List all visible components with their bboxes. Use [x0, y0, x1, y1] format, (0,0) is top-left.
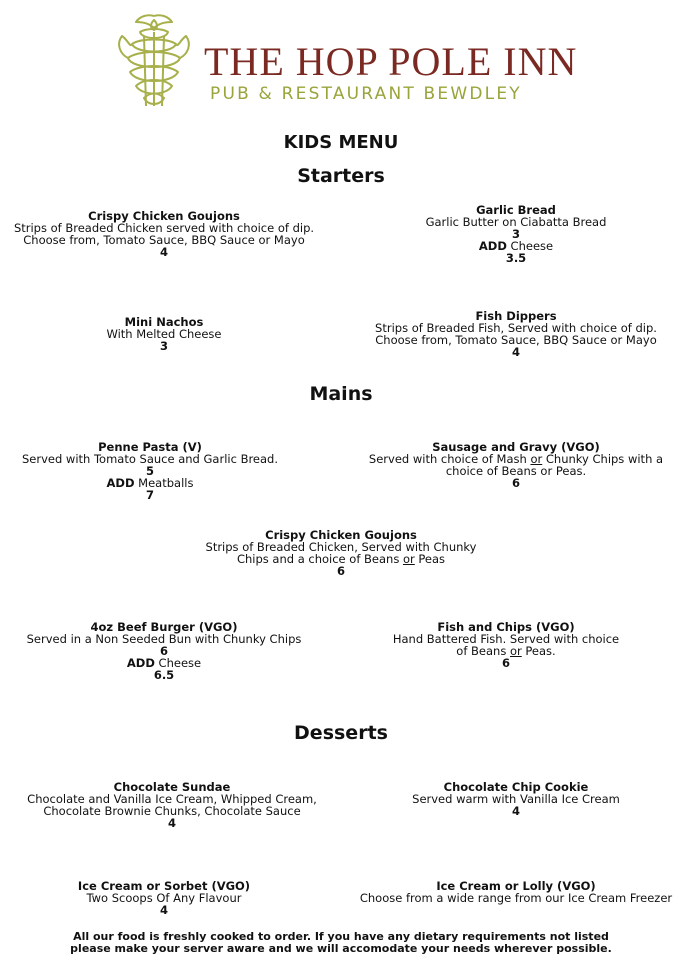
item-price: 4: [167, 816, 176, 830]
item-price: 5: [145, 464, 154, 478]
item-description: Choose from, Tomato Sauce, BBQ Sauce or Mayo: [375, 333, 657, 347]
item-price: 6: [159, 644, 168, 658]
item-name: Mini Nachos: [124, 315, 204, 329]
brand-name: THE HOP POLE INN: [204, 39, 578, 84]
item-name: Ice Cream or Sorbet (VGO): [77, 879, 251, 893]
footer-line: All our food is freshly cooked to order. If you have any dietary requirements not listed: [73, 930, 609, 943]
menu-item: [181, 529, 501, 577]
addon-price: 6.5: [153, 668, 175, 682]
addon-label: ADD: [126, 656, 155, 670]
menu-item: [4, 621, 324, 681]
item-description: Served in a Non Seeded Bun with Chunky Chips: [26, 632, 302, 646]
item-description: Garlic Butter on Ciabatta Bread: [425, 215, 607, 229]
menu-item: [356, 621, 656, 669]
item-description: Served warm with Vanilla Ice Cream: [412, 792, 620, 806]
menu-title: KIDS MENU: [283, 132, 399, 153]
section-title-starters: Starters: [297, 165, 385, 187]
item-name: Crispy Chicken Goujons: [88, 209, 240, 223]
menu-item: [12, 781, 332, 829]
item-name: Sausage and Gravy (VGO): [432, 440, 600, 454]
item-name: Ice Cream or Lolly (VGO): [436, 879, 596, 893]
item-description: Chocolate Brownie Chunks, Chocolate Sauce: [43, 804, 301, 818]
item-price: 3: [159, 339, 168, 353]
addon-text: Meatballs: [134, 476, 194, 490]
item-description: Served with choice of Mash or Chunky Chips with a: [368, 452, 664, 466]
section-title-desserts: Desserts: [294, 722, 388, 744]
item-name: Fish and Chips (VGO): [437, 620, 575, 634]
item-name: Garlic Bread: [476, 203, 556, 217]
item-description: Chocolate and Vanilla Ice Cream, Whipped Cream,: [27, 792, 317, 806]
menu-item: [6, 316, 322, 352]
footer-note: [0, 931, 682, 955]
item-price: 3: [511, 227, 520, 241]
menu-item: [356, 880, 676, 904]
item-description: Strips of Breaded Fish, Served with choice of dip.: [375, 321, 657, 335]
item-description: Two Scoops Of Any Flavour: [86, 891, 242, 905]
section-title-mains: Mains: [309, 383, 373, 405]
item-name: 4oz Beef Burger (VGO): [90, 620, 238, 634]
item-description: choice of Beans or Peas.: [445, 464, 587, 478]
item-description: Choose from, Tomato Sauce, BBQ Sauce or Mayo: [23, 233, 305, 247]
menu-item: [356, 441, 676, 489]
item-price: 4: [159, 245, 168, 259]
addon-price: 3.5: [505, 251, 527, 265]
item-name: Fish Dippers: [475, 309, 557, 323]
brand-logo: [110, 14, 580, 114]
item-description: Strips of Breaded Chicken served with choice of dip.: [13, 221, 315, 235]
item-price: 6: [501, 656, 510, 670]
item-description: Hand Battered Fish. Served with choice: [392, 632, 620, 646]
item-description: Strips of Breaded Chicken, Served with Chunky: [205, 540, 477, 554]
item-description: Choose from a wide range from our Ice Cream Freezer: [359, 891, 673, 905]
menu-item: [6, 210, 322, 258]
menu-item: [6, 441, 294, 501]
item-price: 6: [336, 564, 345, 578]
item-price: 4: [511, 345, 520, 359]
addon-text: Cheese: [154, 656, 202, 670]
addon-price: 7: [145, 488, 154, 502]
menu-item: [356, 781, 676, 817]
footer-line: please make your server aware and we will accomodate your needs wherever possible.: [70, 942, 612, 955]
addon-label: ADD: [106, 476, 135, 490]
item-name: Chocolate Sundae: [113, 780, 231, 794]
menu-item: [356, 310, 676, 358]
brand-tagline: PUB & RESTAURANT BEWDLEY: [210, 84, 522, 104]
item-price: 4: [511, 804, 520, 818]
item-description: Chips and a choice of Beans or Peas: [236, 552, 446, 566]
item-name: Chocolate Chip Cookie: [443, 780, 589, 794]
item-price: 4: [159, 903, 168, 917]
addon-text: Cheese: [506, 239, 554, 253]
item-description: of Beans or Peas.: [456, 644, 556, 658]
menu-item: [356, 204, 676, 264]
item-name: Crispy Chicken Goujons: [265, 528, 417, 542]
item-description: With Melted Cheese: [106, 327, 222, 341]
item-description: Served with Tomato Sauce and Garlic Bread.: [21, 452, 279, 466]
addon-label: ADD: [478, 239, 507, 253]
hop-cone-icon: [110, 14, 198, 114]
item-price: 6: [511, 476, 520, 490]
item-name: Penne Pasta (V): [98, 440, 202, 454]
menu-item: [4, 880, 324, 916]
